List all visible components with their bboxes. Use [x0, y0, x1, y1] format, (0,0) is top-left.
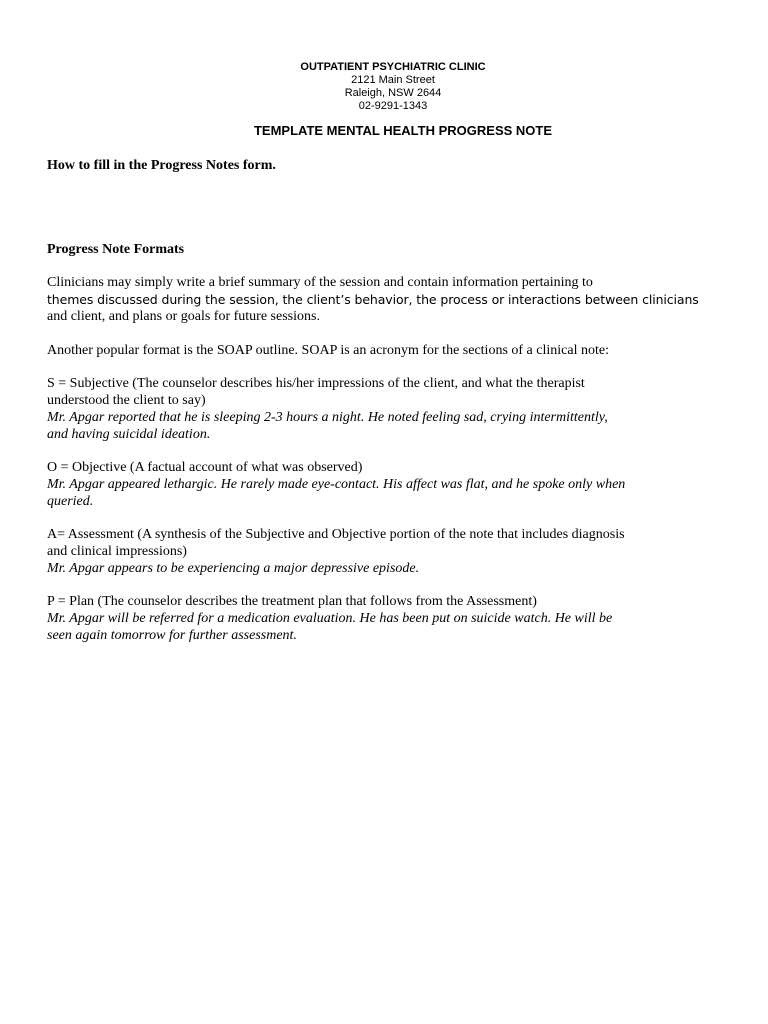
assessment-section [47, 526, 727, 577]
intro-line-2: themes discussed during the session, the client’s behavior, the process or interactions between clinicians [47, 292, 699, 307]
plan-example-2: seen again tomorrow for further assessment. [47, 628, 297, 643]
how-to-heading: How to fill in the Progress Notes form. [47, 158, 276, 173]
intro-line-1: Clinicians may simply write a brief summary of the session and contain information pertaining to [47, 275, 593, 290]
clinic-city: Raleigh, NSW 2644 [344, 87, 442, 99]
subjective-section [47, 375, 727, 443]
subjective-line-1: S = Subjective (The counselor describes his/her impressions of the client, and what the therapist [47, 376, 585, 391]
clinic-street: 2121 Main Street [351, 74, 435, 86]
intro-paragraph [47, 274, 727, 325]
document-title: TEMPLATE MENTAL HEALTH PROGRESS NOTE [253, 123, 553, 138]
plan-example-1: Mr. Apgar will be referred for a medication evaluation. He has been put on suicide watch. He will be [47, 611, 613, 626]
plan-section [47, 593, 727, 644]
assessment-line-1: A= Assessment (A synthesis of the Subjective and Objective portion of the note that includes diagnosis [47, 527, 625, 542]
clinic-name: OUTPATIENT PSYCHIATRIC CLINIC [300, 61, 486, 73]
clinic-phone: 02-9291-1343 [358, 100, 428, 112]
letterhead [0, 61, 768, 113]
subjective-example-2: and having suicidal ideation. [47, 427, 211, 442]
objective-example-2: queried. [47, 494, 94, 509]
objective-section [47, 459, 727, 510]
assessment-line-2: and clinical impressions) [47, 544, 187, 559]
assessment-example-1: Mr. Apgar appears to be experiencing a major depressive episode. [47, 561, 420, 576]
objective-example-1: Mr. Apgar appeared lethargic. He rarely made eye-contact. His affect was flat, and he spoke only when [47, 477, 626, 492]
formats-heading: Progress Note Formats [47, 242, 185, 257]
subjective-example-1: Mr. Apgar reported that he is sleeping 2-3 hours a night. He noted feeling sad, crying intermittently, [47, 410, 608, 425]
intro-line-3: and client, and plans or goals for future sessions. [47, 309, 320, 324]
subjective-line-2: understood the client to say) [47, 393, 206, 408]
objective-line-1: O = Objective (A factual account of what was observed) [47, 460, 363, 475]
soap-intro: Another popular format is the SOAP outline. SOAP is an acronym for the sections of a clinical note: [47, 343, 609, 358]
plan-line-1: P = Plan (The counselor describes the treatment plan that follows from the Assessment) [47, 594, 537, 609]
